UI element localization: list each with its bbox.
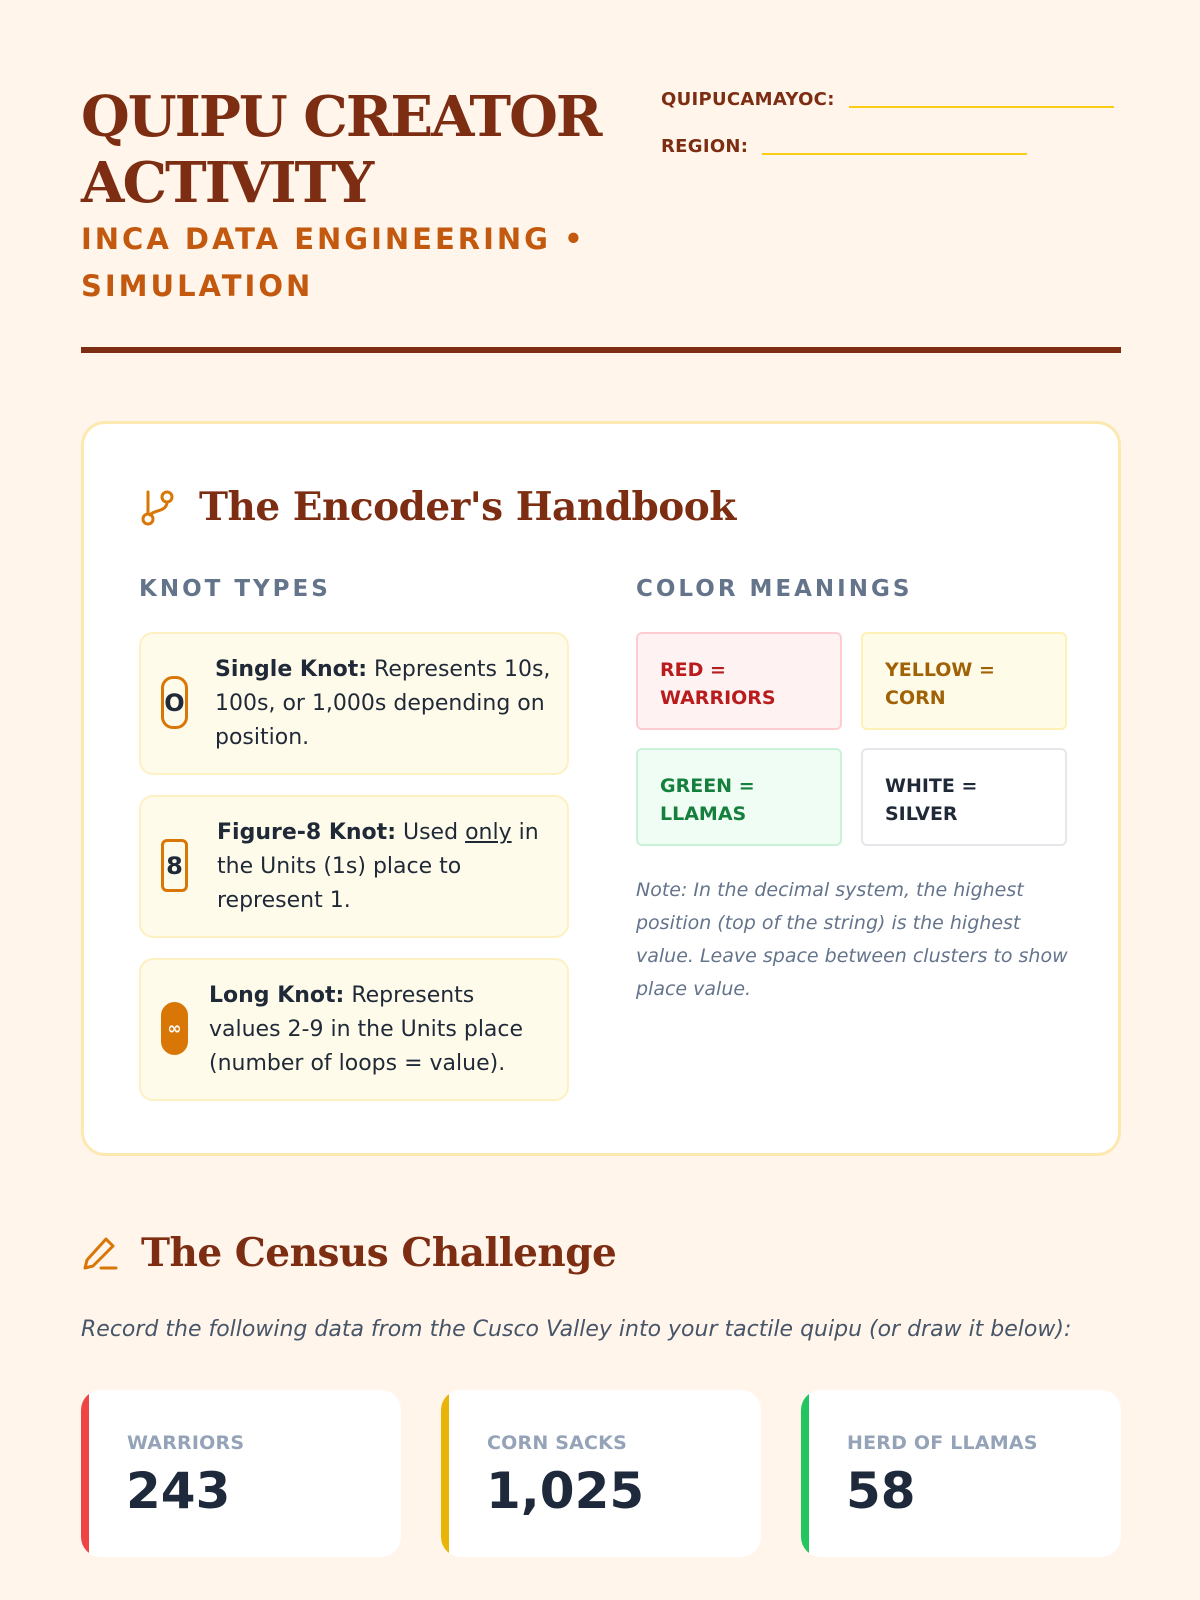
stat-card-warriors — [81, 1390, 401, 1557]
knot-card-long — [139, 958, 569, 1101]
figure8-knot-emphasis: only — [465, 820, 512, 845]
region-input-line[interactable] — [762, 153, 1027, 155]
pencil-icon — [81, 1234, 119, 1272]
single-knot-desc: Represents 10s, 100s, or 1,000s depending on position. — [215, 657, 551, 750]
stat-accent-green — [801, 1390, 809, 1557]
stat-accent-yellow — [441, 1390, 449, 1557]
long-knot-text — [209, 979, 549, 1081]
stat-label-llamas: HERD OF LLAMAS — [847, 1432, 1038, 1454]
figure8-knot-desc-pre: Used — [396, 820, 466, 845]
handbook-card — [81, 421, 1121, 1156]
region-field — [661, 127, 1027, 157]
page-header — [81, 80, 1121, 354]
color-swatch-yellow: YELLOW = CORN — [861, 632, 1067, 730]
quipucamayoc-input-line[interactable] — [849, 106, 1114, 108]
single-knot-name: Single Knot: — [215, 657, 368, 682]
region-label: REGION: — [661, 136, 749, 157]
long-knot-desc: Represents values 2-9 in the Units place (number of loops = value). — [209, 983, 524, 1076]
handbook-title: The Encoder's Handbook — [199, 484, 736, 530]
census-instructions: Record the following data from the Cusco Valley into your tactile quipu (or draw it below): — [81, 1317, 1072, 1342]
handbook-header — [139, 484, 736, 530]
page-subtitle: INCA DATA ENGINEERING • SIMULATION — [81, 222, 586, 303]
stat-value-warriors: 243 — [126, 1462, 231, 1520]
census-header — [81, 1230, 616, 1276]
color-meanings-heading: COLOR MEANINGS — [636, 576, 913, 602]
stat-value-llamas: 58 — [846, 1462, 916, 1520]
figure8-knot-icon: 8 — [161, 839, 188, 892]
git-branch-icon — [139, 488, 175, 526]
color-swatch-white: WHITE = SILVER — [861, 748, 1067, 846]
stat-accent-red — [81, 1390, 89, 1557]
single-knot-icon: O — [161, 676, 188, 729]
single-knot-text — [215, 653, 555, 755]
census-title: The Census Challenge — [141, 1230, 617, 1276]
figure8-knot-name: Figure-8 Knot: — [217, 820, 396, 845]
stat-value-corn: 1,025 — [486, 1462, 645, 1520]
quipucamayoc-field — [661, 80, 1114, 110]
knot-card-figure8 — [139, 795, 569, 938]
long-knot-name: Long Knot: — [209, 983, 345, 1008]
knot-card-single — [139, 632, 569, 775]
color-swatch-green: GREEN = LLAMAS — [636, 748, 842, 846]
quipucamayoc-label: QUIPUCAMAYOC: — [661, 89, 835, 110]
stat-label-warriors: WARRIORS — [127, 1432, 245, 1454]
header-divider — [81, 347, 1121, 353]
figure8-knot-text — [217, 816, 557, 918]
stat-card-corn — [441, 1390, 761, 1557]
stat-card-llamas — [801, 1390, 1121, 1557]
stat-label-corn: CORN SACKS — [487, 1432, 627, 1454]
long-knot-icon: ∞ — [161, 1002, 188, 1055]
knot-types-heading: KNOT TYPES — [139, 576, 331, 602]
place-value-note: Note: In the decimal system, the highest position (top of the string) is the highest value. Leave space between clusters to show place value. — [636, 879, 1068, 1000]
figure8-knot-desc-post: in the Units (1s) place to represent 1. — [217, 820, 539, 913]
page-title: QUIPU CREATOR ACTIVITY — [81, 84, 601, 216]
color-swatch-red: RED = WARRIORS — [636, 632, 842, 730]
